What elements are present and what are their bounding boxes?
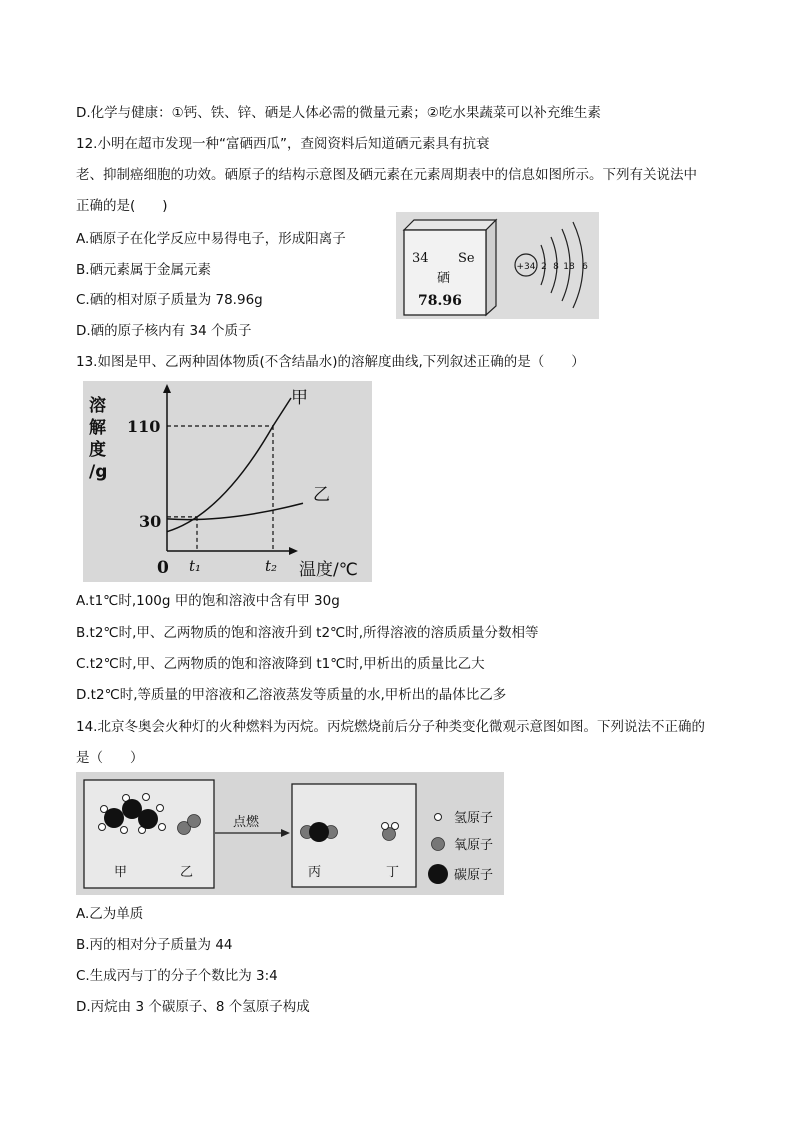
q13-option-d: D.t2℃时,等质量的甲溶液和乙溶液蒸发等质量的水,甲析出的晶体比乙多 xyxy=(76,687,507,703)
q14-option-b: B.丙的相对分子质量为 44 xyxy=(76,937,233,953)
shell-3-electrons: 18 xyxy=(563,262,575,272)
x-tick-t2: t₂ xyxy=(265,557,278,575)
q13-option-a: A.t1℃时,100g 甲的饱和溶液中含有甲 30g xyxy=(76,593,340,609)
y-tick-30: 30 xyxy=(139,511,162,531)
origin-label: 0 xyxy=(157,558,169,578)
shell-2-electrons: 8 xyxy=(553,262,559,272)
series-yi-label: 乙 xyxy=(313,485,330,505)
y-axis-label: 溶 解 度 /g xyxy=(89,396,108,482)
q13-option-b: B.t2℃时,甲、乙两物质的饱和溶液升到 t2℃时,所得溶液的溶质质量分数相等 xyxy=(76,625,539,641)
q12-stem-line1: 12.小明在超市发现一种“富硒西瓜”，查阅资料后知道硒元素具有抗衰 xyxy=(76,136,490,152)
series-jia-label: 甲 xyxy=(291,388,308,408)
carbon-legend-icon xyxy=(428,864,448,884)
q14-stem-line1: 14.北京冬奥会火种灯的火种燃料为丙烷。丙烷燃烧前后分子种类变化微观示意图如图。下列说法不正确的 xyxy=(76,719,705,735)
x-axis-label: 温度/℃ xyxy=(299,560,358,580)
product-label-bing: 丙 xyxy=(308,865,322,880)
q13-stem: 13.如图是甲、乙两种固体物质(不含结晶水)的溶解度曲线,下列叙述正确的是（ ） xyxy=(76,354,585,370)
selenium-figure xyxy=(396,212,599,319)
q12-option-a: A.硒原子在化学反应中易得电子，形成阳离子 xyxy=(76,231,346,247)
legend-oxygen: 氧原子 xyxy=(454,838,494,853)
q14-option-d: D.丙烷由 3 个碳原子、8 个氢原子构成 xyxy=(76,999,310,1015)
shell-4-electrons: 6 xyxy=(582,262,588,272)
shell-1-electrons: 2 xyxy=(541,262,547,272)
q14-stem-line2: 是（ ） xyxy=(76,750,144,766)
q14-option-c: C.生成丙与丁的分子个数比为 3:4 xyxy=(76,968,278,984)
q12-option-b: B.硒元素属于金属元素 xyxy=(76,262,212,278)
series-yi-curve xyxy=(167,503,303,519)
product-label-ding: 丁 xyxy=(386,865,400,880)
reactant-label-yi: 乙 xyxy=(180,865,194,880)
solubility-chart xyxy=(83,381,372,582)
q12-option-c: C.硒的相对原子质量为 78.96g xyxy=(76,292,263,308)
q14-option-a: A.乙为单质 xyxy=(76,906,144,922)
hydrogen-legend-icon xyxy=(435,814,442,821)
reaction-diagram xyxy=(76,772,504,895)
element-name: 硒 xyxy=(437,271,451,286)
q12-stem-line3: 正确的是( ) xyxy=(76,198,168,214)
atomic-mass: 78.96 xyxy=(418,293,462,309)
q11-option-d: D.化学与健康：①钙、铁、锌、硒是人体必需的微量元素；②吃水果蔬菜可以补充维生素 xyxy=(76,105,601,121)
q12-option-d: D.硒的原子核内有 34 个质子 xyxy=(76,323,252,339)
x-tick-t1: t₁ xyxy=(189,557,202,575)
nucleus-charge: +34 xyxy=(516,262,536,272)
legend-carbon: 碳原子 xyxy=(454,868,494,883)
q12-stem-line2: 老、抑制癌细胞的功效。硒原子的结构示意图及硒元素在元素周期表中的信息如图所示。下列有关说法中 xyxy=(76,167,697,183)
atomic-number: 34 xyxy=(412,251,429,266)
legend-hydrogen: 氢原子 xyxy=(454,811,494,826)
element-symbol: Se xyxy=(458,251,475,266)
reactant-label-jia: 甲 xyxy=(114,865,128,880)
arrow-label: 点燃 xyxy=(233,815,260,830)
q13-option-c: C.t2℃时,甲、乙两物质的饱和溶液降到 t1℃时,甲析出的质量比乙大 xyxy=(76,656,485,672)
y-tick-110: 110 xyxy=(127,417,161,436)
oxygen-legend-icon xyxy=(432,838,445,851)
